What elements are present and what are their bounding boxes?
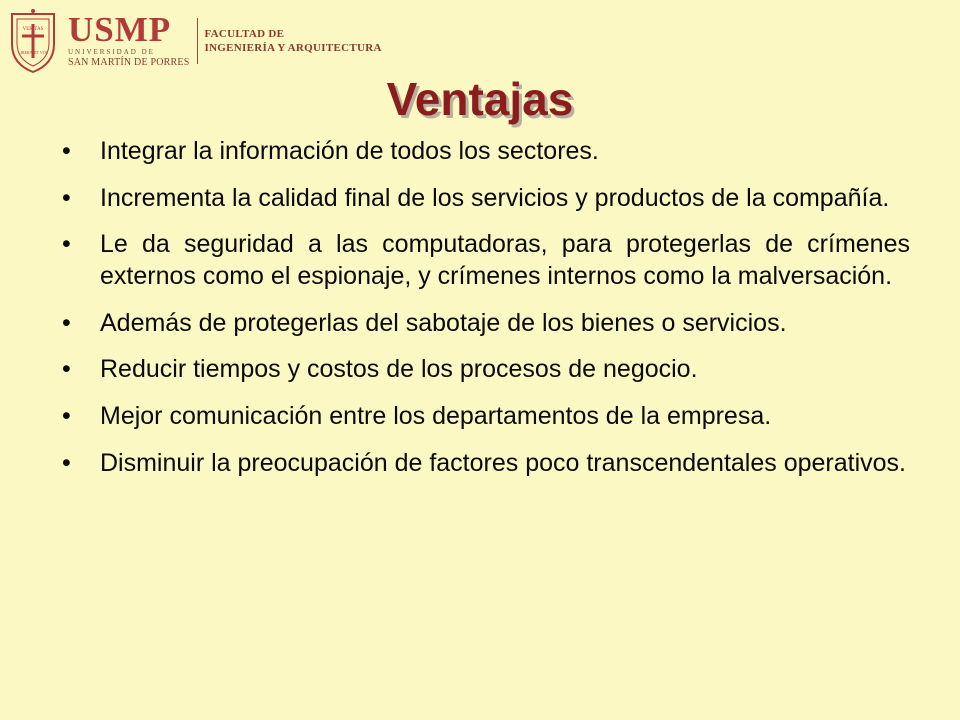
bullet-text: Le da seguridad a las computadoras, para protegerlas de crímenes externos como el espionaje, y crímenes internos como la malversación. bbox=[100, 230, 910, 291]
crest-motto-bottom: LIBERABIT VOS bbox=[18, 50, 48, 55]
bullet-item bbox=[62, 228, 910, 292]
slide-title: Ventajas bbox=[386, 73, 574, 125]
bullet-dot: • bbox=[62, 183, 71, 212]
bullet-item bbox=[62, 447, 910, 479]
bullet-dot: • bbox=[62, 355, 71, 384]
university-header bbox=[8, 8, 382, 74]
university-logo bbox=[68, 10, 190, 69]
bullet-list bbox=[62, 135, 910, 493]
bullet-item bbox=[62, 307, 910, 339]
faculty-name-line2: INGENIERÍA Y ARQUITECTURA bbox=[204, 42, 382, 54]
bullet-dot: • bbox=[62, 308, 71, 337]
university-name-line2: SAN MARTÍN DE PORRES bbox=[68, 57, 190, 68]
bullet-item bbox=[62, 182, 910, 214]
logo-divider bbox=[197, 18, 198, 64]
bullet-text: Reducir tiempos y costos de los procesos de negocio. bbox=[100, 355, 698, 384]
bullet-item bbox=[62, 135, 910, 167]
university-name-line1: UNIVERSIDAD DE bbox=[68, 48, 155, 56]
university-crest-icon bbox=[8, 8, 58, 74]
logo-wordmark: USMP bbox=[68, 10, 172, 49]
bullet-text: Mejor comunicación entre los departamentos de la empresa. bbox=[100, 401, 772, 430]
faculty-name bbox=[204, 27, 381, 55]
crest-motto-top: VERITAS bbox=[22, 27, 44, 32]
bullet-dot: • bbox=[62, 137, 71, 165]
bullet-text: Disminuir la preocupación de factores poco transcendentales operativos. bbox=[100, 448, 907, 477]
faculty-name-line1: FACULTAD DE bbox=[204, 28, 285, 40]
bullet-text: Incrementa la calidad final de los servicios y productos de la compañía. bbox=[100, 183, 890, 212]
bullet-item bbox=[62, 353, 910, 385]
bullet-dot: • bbox=[62, 401, 71, 430]
bullet-text: Además de protegerlas del sabotaje de los bienes o servicios. bbox=[100, 308, 787, 337]
bullet-item bbox=[62, 400, 910, 432]
bullet-dot: • bbox=[62, 230, 71, 259]
bullet-text: Integrar la información de todos los sectores. bbox=[100, 137, 599, 165]
bullet-dot: • bbox=[62, 448, 71, 477]
